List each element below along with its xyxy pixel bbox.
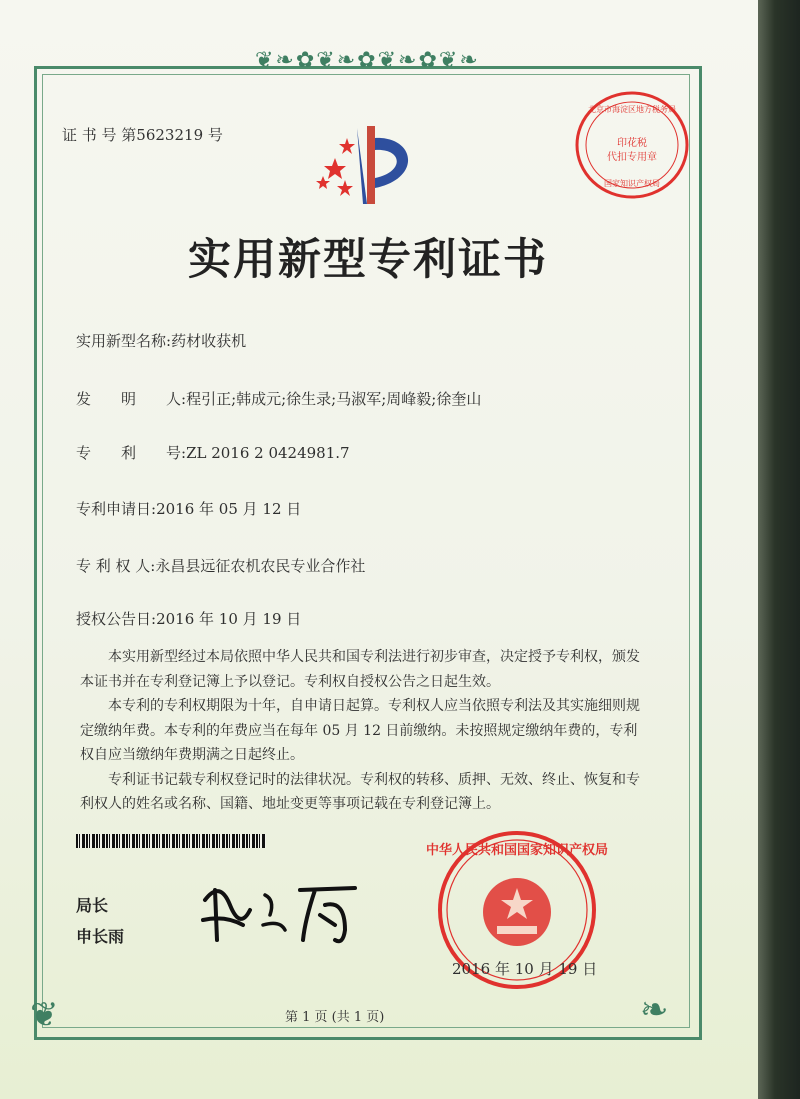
top-ornament-icon: ❦❧✿❦❧✿❦❧✿❦❧ [255,48,480,73]
field-grant-date [76,608,301,629]
seal-date: 2016 年 10 月 19 日 [452,960,598,978]
certificate-title: 实用新型专利证书 [188,235,548,285]
tax-stamp-icon [574,90,690,200]
field-value: 药材收获机 [171,332,247,350]
stamp-top-bottom: 国家知识产权局 [604,179,660,188]
field-label: 实用新型名称: [76,332,172,350]
stamp-top-ring: 北京市海淀区地方税务局 [588,105,676,114]
field-value: 2016 年 05 月 12 日 [156,500,302,518]
field-value: 程引正;韩成元;徐生录;马淑军;周峰毅;徐奎山 [186,390,482,408]
field-label: 授权公告日: [76,610,157,628]
body-paragraph: 专利证书记载专利权登记时的法律状况。专利权的转移、质押、无效、终止、恢复和专利权人的姓名或名称、国籍、地址变更等事项记载在专利登记簿上。 [80,771,640,812]
bottom-left-ornament-icon: ❦ [30,995,61,1035]
field-patentee [76,555,365,576]
field-value: 永昌县远征农机农民专业合作社 [155,557,366,575]
director-signature-icon [195,870,365,960]
field-label: 专 利 权 人: [76,557,156,575]
body-paragraph: 本专利的专利权期限为十年，自申请日起算。专利权人应当依照专利法及其实施细则规定缴纳年费。本专利的年费应当在每年 05 月 12 日前缴纳。未按照规定缴纳年费的，专利权自应当缴纳年费期满之日起终止。 [80,698,640,763]
field-inventors [76,388,481,409]
field-label: 专利申请日: [76,500,157,518]
barcode [76,834,266,848]
binder-edge [758,0,800,1099]
field-label: 专 利 号: [76,444,187,462]
field-patent-number [76,442,350,463]
bottom-right-ornament-icon: ❧ [640,990,671,1030]
patent-office-logo-icon [305,118,425,210]
director-name: 申长雨 [76,927,125,946]
seal-ring-text: 中华人民共和国国家知识产权局 [425,843,609,858]
stamp-top-line2: 代扣专用章 [607,152,657,163]
field-filing-date [76,498,301,519]
director-title: 局长 [76,896,109,915]
field-value: 2016 年 10 月 19 日 [156,610,302,628]
certificate-number: 证 书 号 第5623219 号 [62,126,223,144]
field-label: 发 明 人: [76,390,187,408]
certificate-body [80,645,650,817]
field-utility-model-name [76,330,246,351]
field-value: ZL 2016 2 0424981.7 [186,444,350,462]
body-paragraph: 本实用新型经过本局依照中华人民共和国专利法进行初步审查，决定授予专利权，颁发本证书并在专利登记簿上予以登记。专利权自授权公告之日起生效。 [80,649,640,690]
page-number: 第 1 页 (共 1 页) [285,1010,385,1025]
stamp-top-line1: 印花税 [617,138,647,149]
